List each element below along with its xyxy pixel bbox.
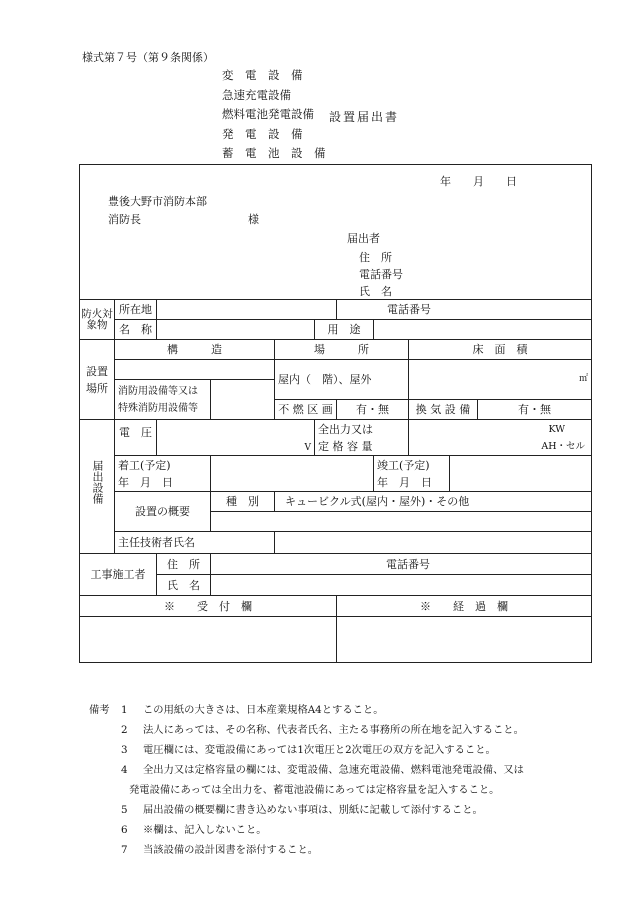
place-header: 場 所 [275, 340, 409, 360]
note-text: ※欄は、記入しないこと。 [143, 824, 267, 836]
progress-field [337, 617, 592, 663]
engineer-field[interactable] [275, 532, 592, 554]
fire-equipment-label-line: 特殊消防用設備等 [118, 402, 198, 414]
fire-department-name: 豊後大野市消防本部 [108, 195, 207, 208]
kw-unit: KW [548, 423, 566, 435]
form-title: 設置届出書 [329, 110, 400, 124]
output-label-line: 定 格 容 量 [318, 439, 373, 453]
target-usage-field[interactable] [374, 320, 592, 340]
voltage-unit[interactable]: V [157, 420, 315, 456]
note-number: 5 [121, 804, 128, 816]
note-text: 法人にあっては、その名称、代表者氏名、主たる事務所の所在地を記入すること。 [143, 724, 524, 736]
honorific: 様 [248, 213, 259, 226]
end-date-label [374, 456, 450, 492]
output-label-line: 全出力又は [318, 422, 373, 436]
note-number: 3 [121, 744, 128, 756]
notes-label: 備考 [89, 704, 110, 716]
notifier-phone-label: 電話番号 [359, 268, 403, 281]
floor-area-unit[interactable]: ㎡ [409, 360, 592, 400]
target-usage-label: 用 途 [315, 320, 374, 340]
target-location-field[interactable] [157, 300, 337, 320]
notes-section [89, 700, 524, 860]
fire-equipment-label [115, 380, 211, 420]
type-choice[interactable]: キュービクル式(屋内・屋外)・その他 [275, 492, 592, 512]
end-date-field[interactable] [450, 456, 592, 492]
output-label [315, 420, 409, 456]
contractor-address-label: 住 所 [157, 554, 211, 575]
ah-unit: AH・セル [541, 440, 586, 452]
progress-header: ※ 経 過 欄 [337, 596, 592, 617]
floor-area-header: 床 面 積 [409, 340, 592, 360]
equipment-type-line: 燃料電池発電設備 [222, 107, 314, 121]
summary-field[interactable] [211, 512, 592, 532]
structure-header: 構 造 [115, 340, 275, 360]
addressee-section [80, 165, 592, 300]
contractor-name-label: 氏 名 [157, 575, 211, 596]
output-units[interactable] [409, 420, 592, 456]
indoor-outdoor-field[interactable]: 屋内（ 階）、屋外 [275, 360, 409, 400]
nonflammable-choice[interactable]: 有・無 [337, 400, 409, 420]
target-name-field[interactable] [157, 320, 315, 340]
structure-field[interactable] [115, 360, 275, 380]
note-text: 届出設備の概要欄に書き込めない事項は、別紙に記載して添付すること。 [143, 804, 483, 816]
notifier-name-label: 氏 名 [359, 285, 392, 298]
equipment-type-line: 蓄 電 池 設 備 [222, 146, 326, 160]
target-location-label: 所在地 [115, 300, 157, 320]
start-date-label [115, 456, 211, 492]
form-number: 様式第７号（第９条関係） [82, 51, 214, 64]
reception-field [80, 617, 337, 663]
note-text: この用紙の大きさは、日本産業規格A4とすること。 [143, 704, 384, 716]
contractor-label: 工事施工者 [80, 554, 157, 596]
end-date-label-line: 竣工(予定) [377, 458, 430, 472]
date-field[interactable]: 年 月 日 [440, 175, 517, 188]
note-number: 7 [121, 844, 128, 856]
equipment-type-line: 変 電 設 備 [222, 68, 303, 82]
ventilation-choice[interactable]: 有・無 [478, 400, 592, 420]
note-number: 4 [121, 764, 128, 776]
note-number: 1 [121, 704, 128, 716]
notifier-address-label: 住 所 [359, 251, 392, 264]
note-text: 当該設備の設計図書を添付すること。 [143, 844, 319, 856]
note-number: 6 [121, 824, 128, 836]
start-date-label-line: 着工(予定) [118, 458, 171, 472]
notifier-label: 届出者 [347, 232, 380, 245]
end-date-label-line: 年 月 日 [377, 475, 432, 489]
contractor-phone-label[interactable]: 電話番号 [211, 554, 592, 575]
start-date-field[interactable] [211, 456, 374, 492]
fire-equipment-field[interactable] [211, 380, 275, 420]
equipment-type-line: 急速充電設備 [222, 87, 291, 102]
note-text: 全出力又は定格容量の欄には、変電設備、急速充電設備、燃料電池発電設備、又は [143, 764, 524, 776]
summary-label: 設置の概要 [115, 492, 211, 532]
engineer-label: 主任技術者氏名 [115, 532, 275, 554]
note-text: 電圧欄には、変電設備にあっては1次電圧と2次電圧の双方を記入すること。 [143, 744, 496, 756]
equipment-type-list [222, 66, 326, 164]
chief-title: 消防長 [108, 213, 141, 226]
nonflammable-label: 不 燃 区 画 [275, 400, 337, 420]
note-number: 2 [121, 724, 128, 736]
note-text: 発電設備にあっては全出力を、蓄電池設備にあっては定格容量を記入すること。 [129, 784, 500, 796]
install-place-group-label: 設置場所 [80, 340, 115, 420]
ventilation-label: 換 気 設 備 [409, 400, 478, 420]
target-group-label: 防火対象物 [80, 300, 115, 340]
equipment-group-label: 届出設備 [80, 420, 115, 554]
equipment-type-line: 発 電 設 備 [222, 126, 303, 141]
target-phone-label[interactable]: 電話番号 [337, 300, 592, 320]
fire-equipment-label-line: 消防用設備等又は [118, 385, 198, 397]
type-label: 種 別 [211, 492, 275, 512]
target-name-label: 名 称 [115, 320, 157, 340]
notification-form [79, 164, 592, 663]
start-date-label-line: 年 月 日 [118, 475, 173, 489]
contractor-name-field[interactable] [211, 575, 592, 596]
voltage-label: 電 圧 [115, 420, 157, 456]
reception-header: ※ 受 付 欄 [80, 596, 337, 617]
